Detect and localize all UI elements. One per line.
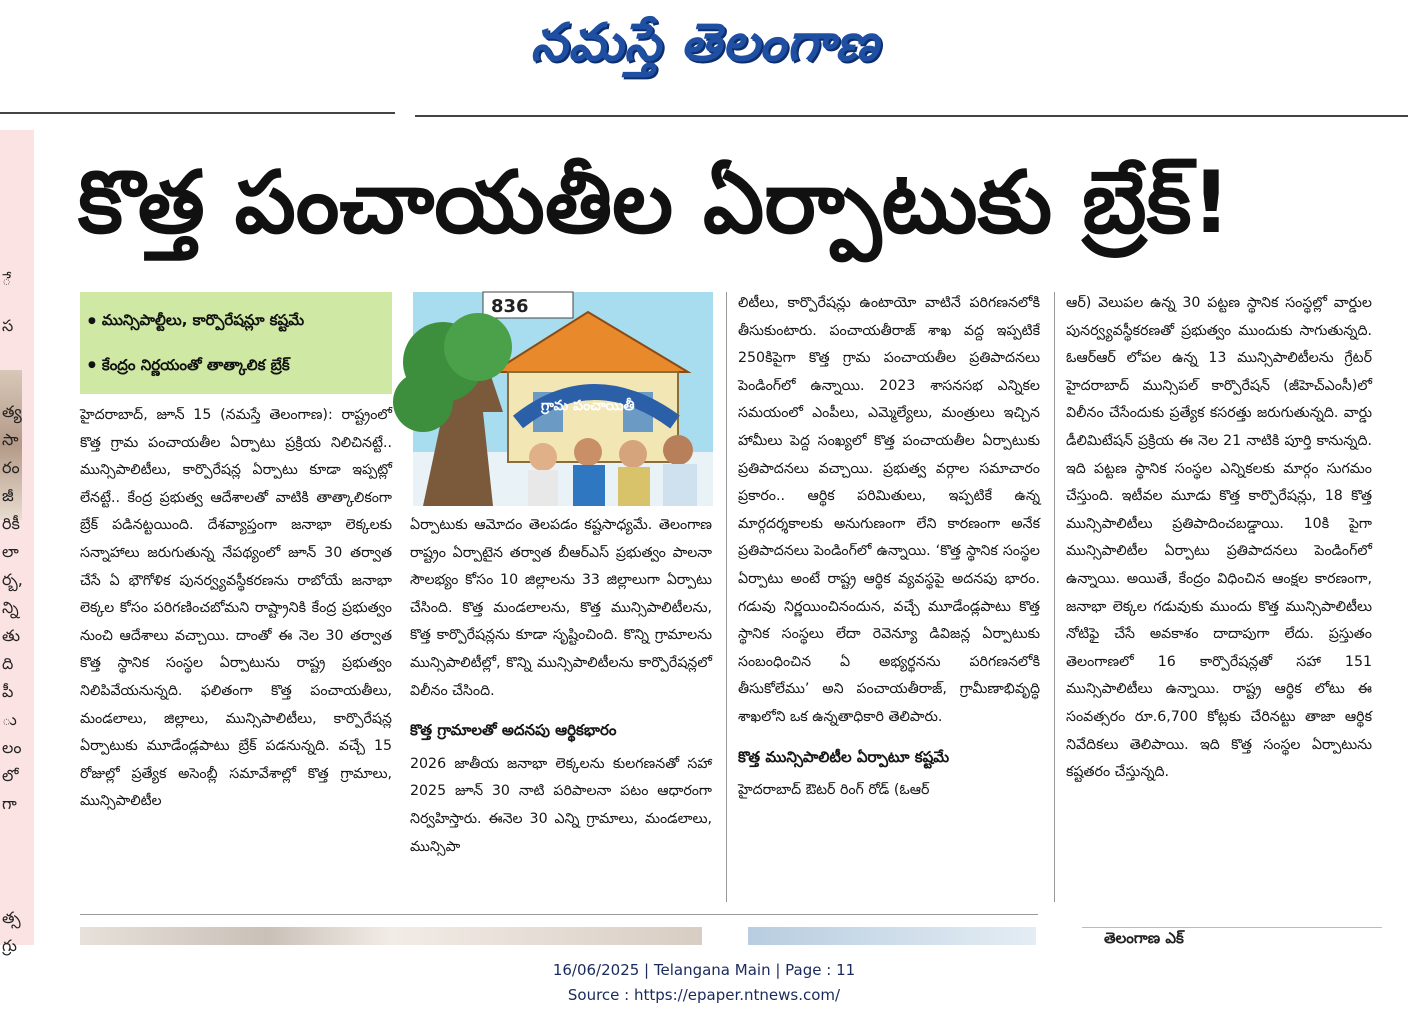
article-column-3 <box>738 290 1040 902</box>
article-paragraph: హైదరాబాద్ ఔటర్ రింగ్ రోడ్ (ఓఆర్ <box>738 782 930 799</box>
next-article-heading-text: తెలంగాణ ఎక్ <box>1104 929 1184 947</box>
sign-number: 836 <box>491 296 529 317</box>
section-divider <box>80 914 1038 915</box>
epaper-footer <box>0 958 1408 1008</box>
article-paragraph: లిటీలు, కార్పొరేషన్లు ఉంటాయో వాటినే పరిగణనలోకి తీసుకుంటారు. పంచాయతీరాజ్ శాఖ వద్ద ఇప్పటికే 250కిపైగా కొత్త గ్రామ పంచాయతీల ప్రతిపాదనలు పెండింగ్‌లో ఉన్నాయి. 2023 శాసనసభ ఎన్నికల సమయంలో ఎంపీలు, ఎమ్మెల్యేలు, మంత్రులు ఇచ్చిన హామీలు పెద్ద సంఖ్యలో కొత్త పంచాయతీల ఏర్పాటుకు ప్రతిపాదనలు వచ్చాయి. ప్రభుత్వ వర్గాల సమాచారం ప్రకారం.. ఆర్థిక పరిమితులు, ఇప్పటికే ఉన్న మార్గదర్శకాలకు అనుగుణంగా లేని కారణంగా అనేక ప్రతిపాదనలు పెండింగ్‌లో ఉన్నాయి. ‘కొత్త స్థానిక సంస్థల ఏర్పాటు అంటే రాష్ట్ర ఆర్థిక వ్యవస్థపై అదనపు భారం. గడువు నిర్ణయించినందున, వచ్చే మూడేండ్లపాటు కొత్త స్థానిక సంస్థలు లేదా రెవెన్యూ డివిజన్ల ఏర్పాటుకు సంబంధించిన ఏ అభ్యర్థనను పరిగణనలోకి తీసుకోలేము’ అని పంచాయతీరాజ్, గ్రామీణాభివృద్ధి శాఖలోని ఒక ఉన్నతాధికారి తెలిపారు. <box>738 295 1040 725</box>
left-strip-fragment: జీ <box>2 486 14 505</box>
article-subheading: కొత్త గ్రామాలతో అదనపు ఆర్థికభారం <box>410 721 617 740</box>
illustration-label: గ్రామ పంచాయితీ <box>541 398 635 414</box>
left-strip-fragment: త్స <box>2 908 21 927</box>
highlights-box <box>80 292 392 394</box>
next-article-heading-fragment <box>1082 927 1382 945</box>
article-paragraph: ఏర్పాటుకు ఆమోదం తెలపడం కష్టసాధ్యమే. తెలంగాణ రాష్ట్రం ఏర్పాటైన తర్వాత బీఆర్ఎస్ ప్రభుత్వం పాలనా సౌలభ్యం కోసం 10 జిల్లాలను 33 జిల్లాలుగా ఏర్పాటు చేసింది. కొత్త మండలాలను, కొత్త మున్సిపాలిటీలను, కొత్త కార్పొరేషన్లను కూడా సృష్టించింది. కొన్ని గ్రామాలను మున్సిపాలిటీల్లో, కొన్ని మున్సిపాలిటీలను కార్పొరేషన్లలో విలీనం చేసింది. <box>410 517 712 699</box>
left-strip-fragment: లా <box>2 542 19 561</box>
highlight-item: ● మున్సిపాల్టీలు, కార్పొరేషన్లూ కష్టమే <box>88 298 384 343</box>
left-strip-fragment: పీ <box>2 682 14 701</box>
next-article-photo-strip <box>80 927 702 945</box>
left-strip-fragment: రికీ <box>2 514 20 533</box>
masthead-rule-right <box>415 115 1408 117</box>
column-divider <box>726 292 727 902</box>
left-strip-fragment: ు <box>2 710 17 729</box>
left-strip-fragment: లం <box>2 738 22 757</box>
article-paragraph: 2026 జాతీయ జనాభా లెక్కలను కులగణనతో సహా 2025 జూన్ 30 నాటి పరిపాలనా పటం ఆధారంగా నిర్వహిస్తారు. ఈనెల 30 ఎన్ని గ్రామాలు, మండలాలు, మున్సిపా <box>410 755 712 855</box>
masthead-rule-left <box>0 112 395 114</box>
article-column-1 <box>80 402 392 902</box>
source-link[interactable]: Source : https://epaper.ntnews.com/ <box>567 986 841 1004</box>
left-strip-fragment: గా <box>2 794 17 813</box>
left-strip-fragment: త్య <box>2 402 22 421</box>
article-column-2 <box>410 512 712 902</box>
masthead <box>0 0 1408 110</box>
left-strip-fragment: ది <box>2 654 14 673</box>
column-divider <box>1054 292 1055 902</box>
left-strip-fragment: గ్రు <box>2 936 17 955</box>
left-strip-fragment: తు <box>2 626 20 645</box>
article-headline: కొత్త పంచాయతీల ఏర్పాటుకు బ్రేక్! <box>78 153 1231 253</box>
edition-info: 16/06/2025 | Telangana Main | Page : 11 <box>552 961 856 979</box>
left-strip-fragment: లో <box>2 766 19 785</box>
next-article-photo-strip <box>748 927 1036 945</box>
article-paragraph: హైదరాబాద్, జూన్ 15 (నమస్తే తెలంగాణ): రాష్ట్రంలో కొత్త గ్రామ పంచాయతీల ఏర్పాటు ప్రక్రియ నిలిచినట్టే.. మున్సిపాలిటీలు, కార్పొరేషన్ల ఏర్పాటు కూడా ఇప్పట్లో లేనట్టే.. కేంద్ర ప్రభుత్వ ఆదేశాలతో వాటికి తాత్కాలికంగా బ్రేక్ పడినట్టయింది. దేశవ్యాప్తంగా జనాభా లెక్కలకు సన్నాహాలు జరుగుతున్న నేపథ్యంలో జూన్ 30 తర్వాత చేసే ఏ భౌగోళిక పునర్వ్యవస్థీకరణను రాబోయే జనాభా లెక్కల కోసం పరిగణించబోమని రాష్ట్రానికి కేంద్ర ప్రభుత్వం నుంచి ఆదేశాలు వచ్చాయి. దాంతో ఈ నెల 30 తర్వాత కొత్త స్థానిక సంస్థల ఏర్పాటును రాష్ట్ర ప్రభుత్వం నిలిపివేయనున్నది. ఫలితంగా కొత్త పంచాయతీలు, మండలాలు, జిల్లాలు, మున్సిపాలిటీలు, కార్పొరేషన్ల ఏర్పాటుకు మూడేండ్లపాటు బ్రేక్ పడనున్నది. వచ్చే 15 రోజుల్లో ప్రత్యేక అసెంబ్లీ సమావేశాల్లో కొత్త గ్రామాలు, మున్సిపాలిటీల <box>80 407 392 810</box>
masthead-title: నమస్తే తెలంగాణ <box>530 13 880 73</box>
article-subheading: కొత్త మున్సిపాలిటీల ఏర్పాటూ కష్టమే <box>738 747 950 766</box>
article-paragraph: ఆర్) వెలుపల ఉన్న 30 పట్టణ స్థానిక సంస్థల్లో వార్డుల పునర్వ్యవస్థీకరణతో ప్రభుత్వం ముందుకు సాగుతున్నది. ఓఆర్ఆర్ లోపల ఉన్న 13 మున్సిపాలిటీలను గ్రేటర్ హైదరాబాద్ మున్సిపల్ కార్పొరేషన్ (జీహెచ్ఎంసీ)లో విలీనం చేసేందుకు ప్రత్యేక కసరత్తు జరుగుతున్నది. వార్డు డీలిమిటేషన్ ప్రక్రియ ఈ నెల 21 నాటికి పూర్తి కానున్నది. ఇది పట్టణ స్థానిక సంస్థల ఎన్నికలకు మార్గం సుగమం చేస్తుంది. ఇటీవల మూడు కొత్త కార్పొరేషన్లు, 18 కొత్త మున్సిపాలిటీలు ప్రతిపాదించబడ్డాయి. 10కి పైగా మున్సిపాలిటీల ఏర్పాటు ప్రతిపాదనలు పెండింగ్‌లో ఉన్నాయి. అయితే, కేంద్రం విధించిన ఆంక్షల కారణంగా, జనాభా లెక్కల గడువుకు ముందు కొత్త మున్సిపాలిటీలు నోటిఫై చేసే అవకాశం దాదాపుగా లేదు. ప్రస్తుతం తెలంగాణలో 16 కార్పొరేషన్లతో సహా 151 మున్సిపాలిటీలు ఉన్నాయి. రాష్ట్ర ఆర్థిక లోటు ఈ సంవత్సరం రూ.6,700 కోట్లకు చేరినట్టు తాజా ఆర్థిక నివేదికలు తెలిపాయి. ఇది కొత్త సంస్థల ఏర్పాటును కష్టతరం చేస్తున్నది. <box>1066 295 1372 781</box>
left-strip-fragment: స <box>2 316 14 335</box>
left-strip-fragment: ే <box>2 270 12 289</box>
article-column-4 <box>1066 290 1372 902</box>
left-neighbor-article-strip <box>0 130 34 955</box>
left-strip-fragment: ర్బ, <box>2 570 23 589</box>
highlight-item: ● కేంద్రం నిర్ణయంతో తాత్కాలిక బ్రేక్ <box>88 343 384 388</box>
left-strip-fragment: సా <box>2 430 19 449</box>
gram-panchayat-illustration <box>413 292 713 506</box>
left-strip-fragment: రం <box>2 458 20 477</box>
left-strip-fragment: న్ని <box>2 598 19 617</box>
